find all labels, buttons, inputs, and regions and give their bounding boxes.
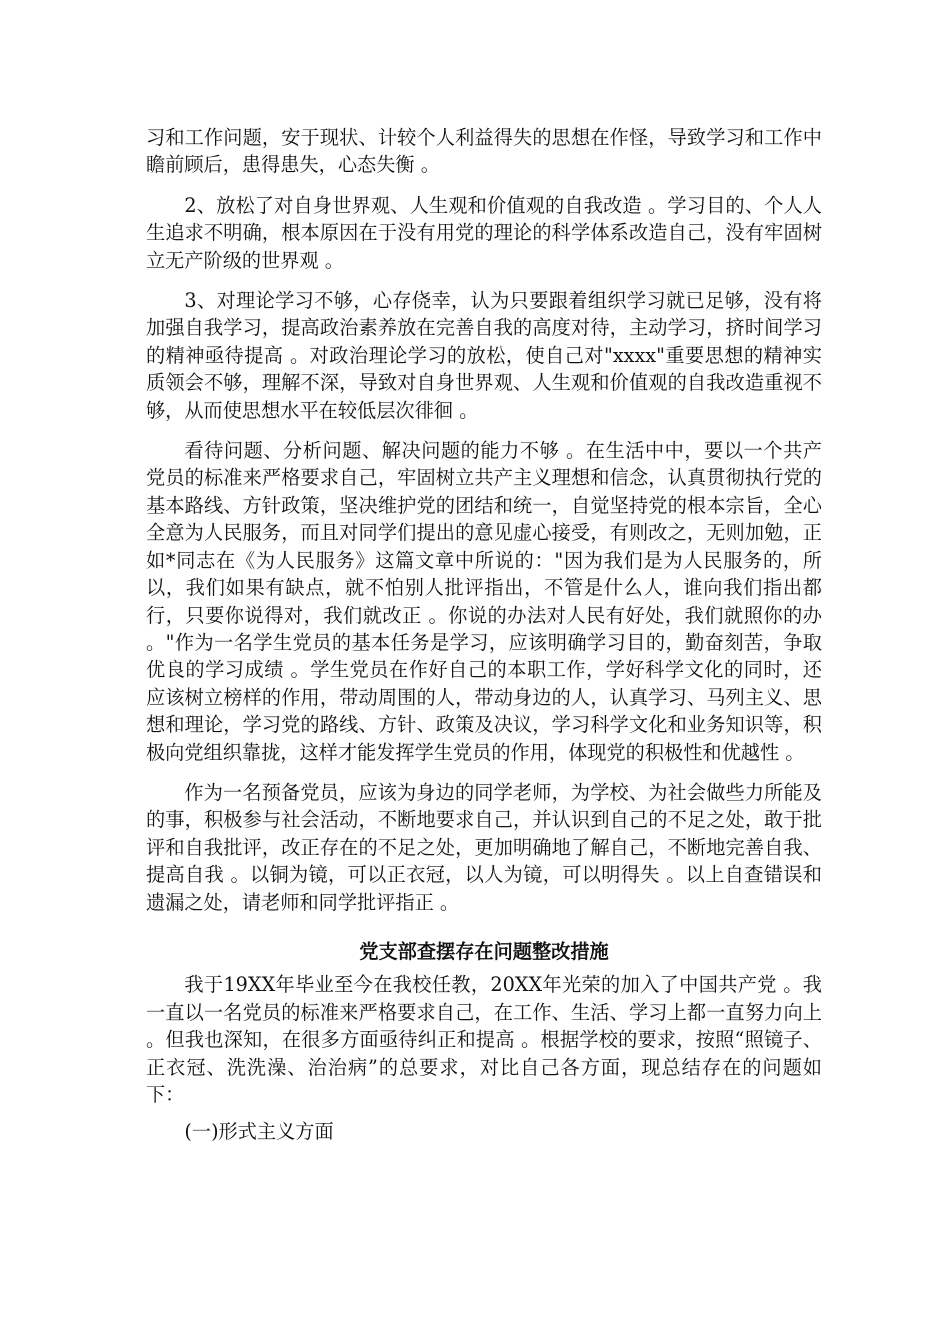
- paragraph-intro: 我于19XX年毕业至今在我校任教，20XX年光荣的加入了中国共产党 。我一直以一名党员的标准来严格要求自己，在工作、生活、学习上都一直努力向上 。但我也深知，在很多方面亟待纠正和提高 。根据学校的要求，按照“照镜子、正衣冠、洗洗澡、治治病”的总要求，对比自己各方面，现总结存在的问题如下：: [146, 973, 822, 1106]
- paragraph-ability: 看待问题、分析问题、解决问题的能力不够 。在生活中中，要以一个共产党员的标准来严格要求自己，牢固树立共产主义理想和信念，认真贯彻执行党的基本路线、方针政策，坚决维护党的团结和统一，自觉坚持党的根本宗旨，全心全意为人民服务，而且对同学们提出的意见虚心接受，有则改之，无则加勉，正如*同志在《为人民服务》这篇文章中所说的："因为我们是为人民服务的，所以，我们如果有缺点，就不怕别人批评指出，不管是什么人，谁向我们指出都行，只要你说得对，我们就改正 。你说的办法对人民有好处，我们就照你的办 。"作为一名学生党员的基本任务是学习，应该明确学习目的，勤奋刻苦，争取优良的学习成绩 。学生党员在作好自己的本职工作，学好科学文化的同时，还应该树立榜样的作用，带动周围的人，带动身边的人，认真学习、马列主义、思想和理论，学习党的路线、方针、政策及决议，学习科学文化和业务知识等，积极向党组织靠拢，这样才能发挥学生党员的作用，体现党的积极性和优越性 。: [146, 439, 822, 764]
- paragraph-item-3: 3、对理论学习不够，心存侥幸，认为只要跟着组织学习就已足够，没有将加强自我学习，提高政治素养放在完善自我的高度对待，主动学习，挤时间学习的精神亟待提高 。对政治理论学习的放松，使自己对"xxxx"重要思想的精神实质领会不够，理解不深，导致对自身世界观、人生观和价值观的自我改造重视不够，从而使思想水平在较低层次徘徊 。: [146, 289, 822, 422]
- subsection-heading: (一)形式主义方面: [184, 1120, 334, 1144]
- paragraph-item-2: 2、放松了对自身世界观、人生观和价值观的自我改造 。学习目的、个人人生追求不明确，根本原因在于没有用党的理论的科学体系改造自己，没有牢固树立无产阶级的世界观 。: [146, 193, 822, 272]
- document-page: [146, 124, 822, 1146]
- paragraph-conclusion: 作为一名预备党员，应该为身边的同学老师，为学校、为社会做些力所能及的事，积极参与社会活动，不断地要求自己，并认识到自己的不足之处，敢于批评和自我批评，改正存在的不足之处，更加明确地了解自己，不断地完善自我、提高自我 。以铜为镜，可以正衣冠，以人为镜，可以明得失 。以上自查错误和遗漏之处，请老师和同学批评指正 。: [146, 780, 822, 914]
- paragraph-continuation: 习和工作问题，安于现状、计较个人利益得失的思想在作怪，导致学习和工作中瞻前顾后，患得患失，心态失衡 。: [146, 126, 822, 177]
- section-title: 党支部查摆存在问题整改措施: [359, 939, 609, 963]
